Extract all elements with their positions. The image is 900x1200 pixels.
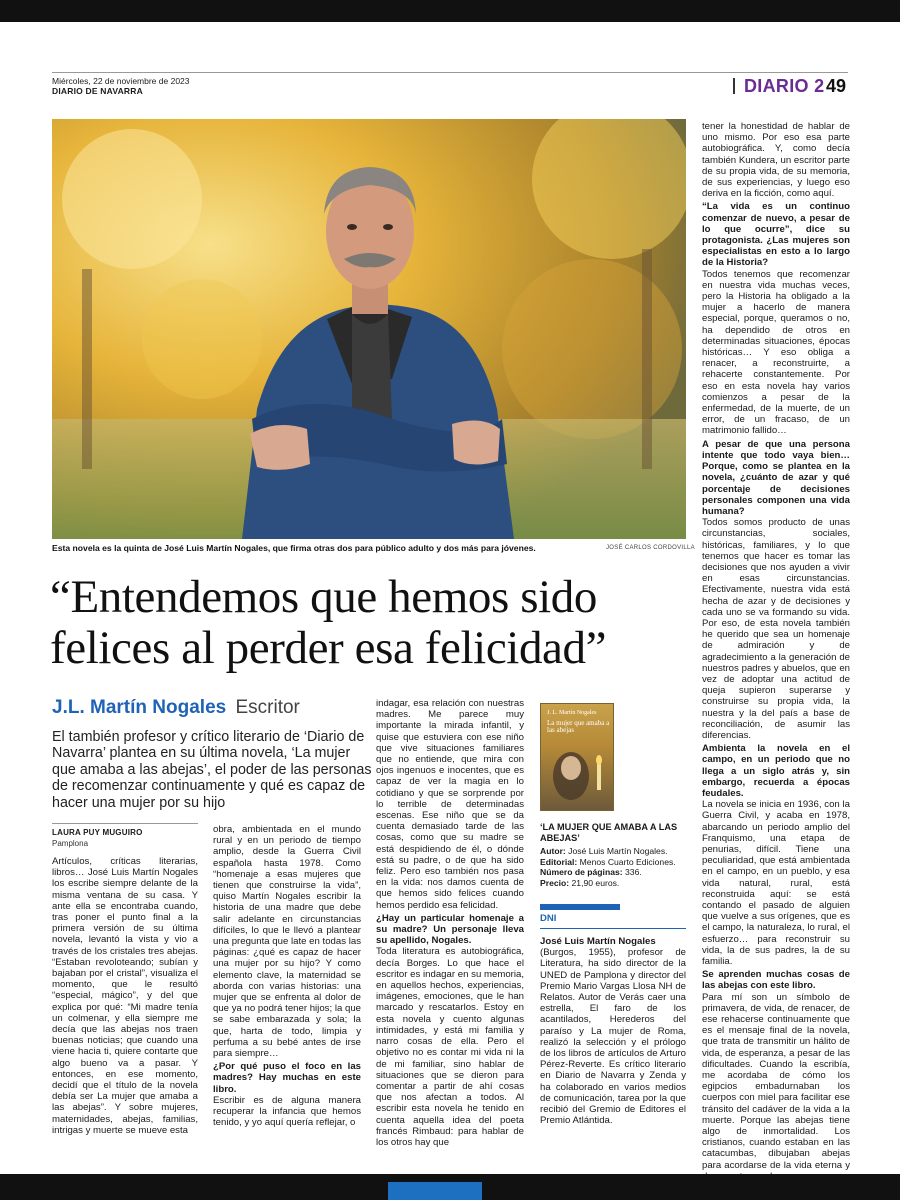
text-column-2	[213, 824, 361, 1128]
header-date: Miércoles, 22 de noviembre de 2023	[52, 76, 190, 86]
book-author: José Luis Martín Nogales.	[568, 846, 668, 856]
dni-bio	[540, 936, 686, 1126]
book-info	[540, 846, 686, 888]
book-pages: 336.	[625, 867, 642, 877]
header-separator	[733, 78, 735, 94]
interview-answer: Todos somos producto de unas circunstancias, sociales, históricas, familiares, y lo que tenemos que hacer es tomar las decisiones que nos ayuden a vivir en esas circunstancias. Efectivamente, nuestra vida está hecha de azar y de decisiones y cada uno se va formando su vida. Por eso, de esta novela también he querido que sea un homenaje de admiración y de agradecimiento a la generación de nuestros padres y abuelos, que en vez de adoptar una actitud de queja supieron superarse y construirse su propia vida, la nuestra y la del país a base de reconciliación, de asumir las diferencias.	[702, 517, 850, 741]
dni-bio-text: (Burgos, 1955), profesor de Literatura, ha sido director de la UNED de Pamplona y director del Premio Mario Vargas Llosa NH de Relatos. Autor de Verás caer una estrella, El faro de los acantilados, Herederos del paraíso y La mujer de Roma, realizó la selección y el prólogo de los libros de artículos de Arturo Pérez-Reverte. Es crítico literario en Diario de Navarra y Zenda y ha colaborado en varios medios de comunicación, tarea por la que recibió del Gremio de Editores el Premio Atlántida.	[540, 947, 686, 1127]
interview-answer: La novela se inicia en 1936, con la Guerra Civil, y acaba en 1978, abarcando un periodo amplio del Franquismo, una etapa de penurias, difícil. Tiene una peculiaridad, que está ambientada en el campo, en un pueblo, y esa vida natural, rural, está reconstruida aquí: se está contando el pasado de alguien que vuelve a sus orígenes, que es el campo, la naturaleza, lo rural, el esfuerzo… para reconstruir su vida, la de sus padres, la de su familia.	[702, 799, 850, 968]
photo-caption: Esta novela es la quinta de José Luis Martín Nogales, que firma otras dos para público adulto y dos más para jóvenes.	[52, 543, 536, 553]
interview-question: A pesar de que una persona intente que todo vaya bien… Porque, como se plantea en la novela, ¿cuánto de azar y qué porcentaje de decisiones personales componen una vida humana?	[702, 438, 850, 517]
dni-name: José Luis Martín Nogales	[540, 936, 656, 947]
interview-question: Se aprenden muchas cosas de las abejas con este libro.	[702, 969, 850, 992]
interview-answer: Toda literatura es autobiográfica, decía Borges. Lo que hace el escritor es indagar en su memoria, en aquellos hechos, experiencias, imágenes, emociones, que le han marcado y rescatarlos. Estoy en esta novela y cuento algunas intimidades, y está mi familia y narro cosas de ella. Pero el objetivo no es contar mi vida ni la de mi familiar, sino hablar de situaciones que se dieron para comentar a partir de ahí cosas que nos afectan a todos. Al escribir esta novela he tenido en cuenta aquella idea del poeta francés Rimbaud: para hablar de los otros hay que	[376, 946, 524, 1148]
book-publisher: Menos Cuarto Ediciones.	[579, 856, 676, 867]
dni-label: DNI	[540, 913, 557, 924]
book-price-label: Precio:	[540, 877, 570, 888]
interview-answer: obra, ambientada en el mundo rural y en un periodo de tiempo amplio, desde la Guerra Civil española hasta 1978. Como “homenaje a esas mujeres que tienen que construirse la vida”, quiso Martín Nogales escribir la historia de una madre que debe salir adelante en circunstancias difíciles, lo que le llevó a plantear una pregunta que late en todas las páginas: ¿qué es capaz de hacer una mujer por su hijo? Y como elemento clave, la maternidad se aborda con varias historias: una mujer que se enfrenta al dolor de que ya no podrá tener hijos; la que se sabe embarazada y sola; la que, harta de todo, limpia y perfuma a su bebé antes de irse para siempre…	[213, 824, 361, 1060]
interview-answer: indagar, esa relación con nuestras madres. Me parece muy importante la mirada infantil, y quise que estuviera con ese niño que vive situaciones familiares que no entiende, que mira con ojos ingenuos e inocentes, que es capaz de ver la magia en lo cotidiano y que se sorprende por lo terrible de determinadas escenas. Ese niño que se da cuenta demasiado tarde de las cosas, como que su madre se está despidiendo de él, o dónde está su padre, o de que ha sido feliz. Pero eso también nos pasa en la vida: nos damos cuenta de que hemos sido felices cuando hemos perdido esa felicidad.	[376, 698, 524, 911]
interview-question: ¿Por qué puso el foco en las madres? Hay muchas en este libro.	[213, 1061, 361, 1095]
headline	[50, 572, 690, 674]
interview-answer: Todos tenemos que recomenzar en nuestra vida muchas veces, pero la Historia ha obligado a la mujer a hacerlo de manera especial, porque, queramos o no, ha dependido de otros en determinadas situaciones, épocas históricas… Y eso obliga a renacer, a reconstruirte, a rehacerte constantemente. Por eso en esta novela hay varios comienzos a pesar de la enfermedad, de la muerte, de un error, de un fracaso, de un matrimonio fallido…	[702, 268, 850, 437]
book-title: ‘LA MUJER QUE AMABA A LAS ABEJAS’	[540, 822, 678, 843]
interview-answer: Escribir es de alguna manera recuperar la infancia que hemos tenido, y yo aquí quería reflejar, o	[213, 1094, 361, 1129]
book-cover	[540, 703, 614, 811]
header-page-number: 49	[826, 76, 847, 96]
byline-role: Escritor	[235, 697, 300, 718]
byline-name: J.L. Martín Nogales	[52, 697, 227, 718]
book-cover-title: La mujer que amaba a las abejas	[547, 719, 610, 734]
text-column-5	[702, 121, 850, 1193]
interview-question: ¿Hay un particular homenaje a su madre? Un personaje lleva su apellido, Nogales.	[376, 912, 524, 947]
author-photo	[52, 119, 686, 539]
bottom-tab	[388, 1182, 482, 1200]
book-price: 21,90 euros.	[571, 877, 620, 888]
header-rule	[52, 72, 848, 73]
book-cover-illustration	[541, 704, 614, 811]
text-column-1	[52, 856, 198, 1136]
book-publisher-label: Editorial:	[540, 856, 578, 867]
interview-answer: Para mí son un símbolo de primavera, de vida, de renacer, de ese rehacerse continuamente que es el mensaje final de la novela, que trata de transmitir un hálito de vida, de esperanza, a pesar de las dificultades. Cuando la escribía, me acordaba de cómo los egipcios embadurnaban los cuerpos con miel para facilitar ese tránsito del cadáver de la vida a la muerte. Porque las abejas tiene algo de inmortalidad. Los cristianos, cuando estaban en las catacumbas, dibujaban abejas para acordarse de la vida eterna y	[702, 991, 850, 1171]
headline-line-2: felices al perder esa felicidad”	[50, 622, 607, 674]
header-section: DIARIO 2	[744, 76, 825, 96]
article-location: Pamplona	[52, 839, 89, 848]
interview-question: “La vida es un continuo comenzar de nuevo, a pesar de lo que ocurre”, dice su protagonista. ¿Las mujeres son especialistas en esto a lo largo de la Historia?	[702, 201, 850, 269]
top-bar	[0, 0, 900, 22]
author-rule	[52, 823, 198, 824]
article-author: LAURA PUY MUGUIRO	[52, 828, 143, 837]
headline-line-1: “Entendemos que hemos sido	[50, 571, 597, 623]
interview-answer: tener la honestidad de hablar de uno mismo. Por eso esa parte autobiográfica. Y, como decía también Kundera, un escritor parte de su propia vida, de su memoria, de sus experiencias, y luego eso deriva en la ficción, como aquí.	[702, 121, 850, 200]
lead-paragraph: El también profesor y crítico literario de ‘Diario de Navarra’ plantea en su última novela, ‘La mujer que amaba a las abejas’, el poder de las personas de recomenzar continuamente y qué es capaz de hacer una mujer por su hijo	[52, 729, 372, 811]
author-photo-illustration	[52, 119, 686, 539]
body-paragraph: Artículos, críticas literarias, libros… José Luis Martín Nogales los escribe siempre delante de la misma ventana de su casa. Y ante ella se encontraba cuando, tras poner el punto final a la primera versión de su última novela, levantó la vista y vio a través de los cristales tres abejas. “Estaban revoloteando; subían y bajaban por el cristal”, visualiza el momento, que le resultó “especial, mágico”, y del que explica por qué: “Mi madre tenía un colmenar, y ella siempre me decía que las abejas nos traen buenas noticias; que cuando una viene hacia ti, quiere contarte que algo bueno va a pasar. Y entonces, en ese momento, decidí que el título de la novela debía ser La mujer que amaba a las abejas”. Y sobre mujeres, maternidades, abejas, familias, intrigas y muerte se mueve esta	[52, 856, 198, 1136]
byline	[52, 697, 300, 719]
book-pages-label: Número de páginas:	[540, 867, 623, 877]
header-paper-name: DIARIO DE NAVARRA	[52, 86, 143, 96]
bottom-bar	[0, 1174, 900, 1200]
text-column-3	[376, 698, 524, 1148]
book-cover-author: J. L. Martín Nogales	[547, 710, 597, 716]
book-author-label: Autor:	[540, 846, 566, 856]
interview-question: Ambienta la novela en el campo, en un periodo que no llega a un siglo atrás y, sin embargo, recuerda a épocas feudales.	[702, 743, 850, 799]
photo-credit: JOSÉ CARLOS CORDOVILLA	[606, 545, 695, 551]
dni-rule	[540, 928, 686, 929]
dni-bar	[540, 904, 686, 910]
